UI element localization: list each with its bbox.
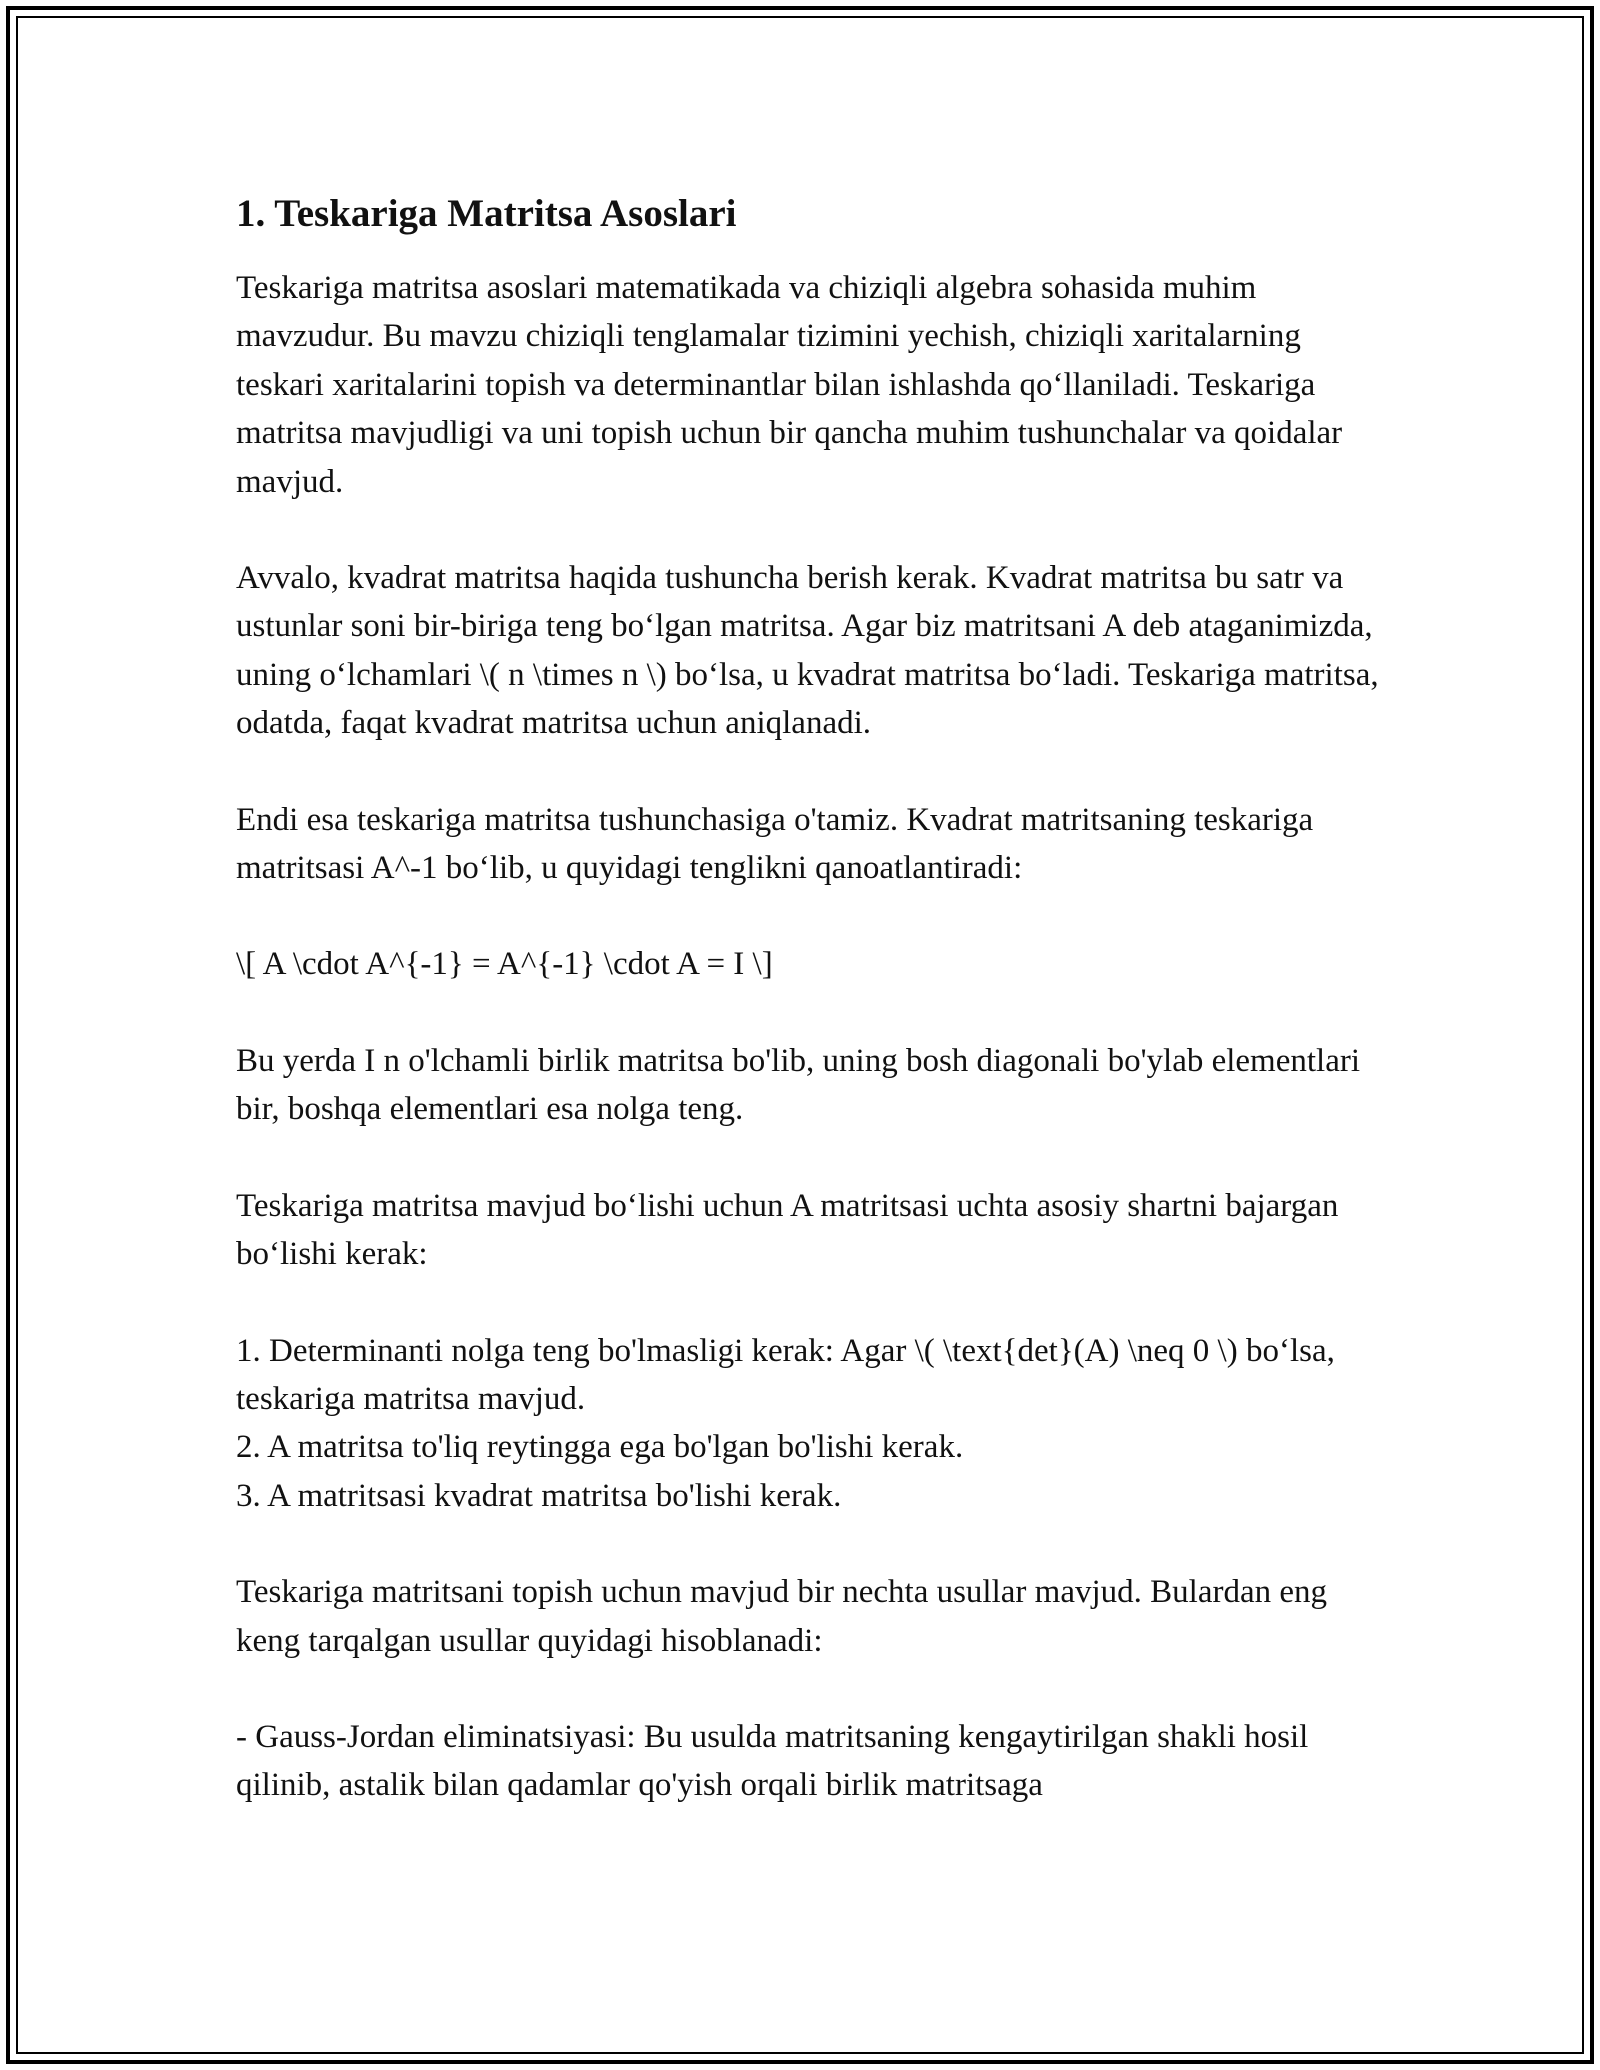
condition-item: 1. Determinanti nolga teng bo'lmasligi kerak: Agar \( \text{det}(A) \neq 0 \) bo‘lsa, teskariga matritsa mavjud. bbox=[236, 1332, 1335, 1417]
paragraph-inverse-definition: Endi esa teskariga matritsa tushunchasiga o'tamiz. Kvadrat matritsaning teskariga matritsasi A^-1 bo‘lib, u quyidagi tenglikni qanoatlantiradi: bbox=[236, 801, 1314, 887]
paragraph-gauss-jordan: - Gauss-Jordan eliminatsiyasi: Bu usulda matritsaning kengaytirilgan shakli hosil qilinib, astalik bilan qadamlar qo'yish orqali birlik matritsaga bbox=[236, 1718, 1309, 1804]
paragraph-intro: Teskariga matritsa asoslari matematikada va chiziqli algebra sohasida muhim mavzudur. Bu mavzu chiziqli tenglamalar tizimini yechish, chiziqli xaritalarning teskari xaritalarini topish va determinantlar bilan ishlashda qo‘llaniladi. Teskariga matritsa mavjudligi va uni topish uchun bir qancha muhim tushunchalar va qoidalar mavjud. bbox=[236, 270, 1343, 500]
conditions-list bbox=[236, 1327, 1386, 1521]
formula-inverse-identity: \[ A \cdot A^{-1} = A^{-1} \cdot A = I \] bbox=[236, 946, 773, 983]
document-body bbox=[236, 186, 1386, 1858]
condition-item: 3. A matritsasi kvadrat matritsa bo'lishi kerak. bbox=[236, 1477, 842, 1514]
paragraph-conditions-intro: Teskariga matritsa mavjud bo‘lishi uchun A matritsasi uchta asosiy shartni bajargan bo‘lishi kerak: bbox=[236, 1187, 1339, 1273]
paragraph-methods-intro: Teskariga matritsani topish uchun mavjud bir nechta usullar mavjud. Bulardan eng keng tarqalgan usullar quyidagi hisoblanadi: bbox=[236, 1574, 1327, 1659]
section-heading: 1. Teskariga Matritsa Asoslari bbox=[236, 192, 737, 235]
paragraph-square-matrix: Avvalo, kvadrat matritsa haqida tushuncha berish kerak. Kvadrat matritsa bu satr va ustunlar soni bir-biriga teng bo‘lgan matritsa. Agar biz matritsani A deb ataganimizda, uning o‘lchamlari \( n \times n \) bo‘lsa, u kvadrat matritsa bo‘ladi. Teskariga matritsa, odatda, faqat kvadrat matritsa uchun aniqlanadi. bbox=[236, 560, 1379, 742]
condition-item: 2. A matritsa to'liq reytingga ega bo'lgan bo'lishi kerak. bbox=[236, 1429, 964, 1466]
paragraph-identity-matrix: Bu yerda I n o'lchamli birlik matritsa bo'lib, uning bosh diagonali bo'ylab elementlari bir, boshqa elementlari esa nolga teng. bbox=[236, 1042, 1361, 1128]
